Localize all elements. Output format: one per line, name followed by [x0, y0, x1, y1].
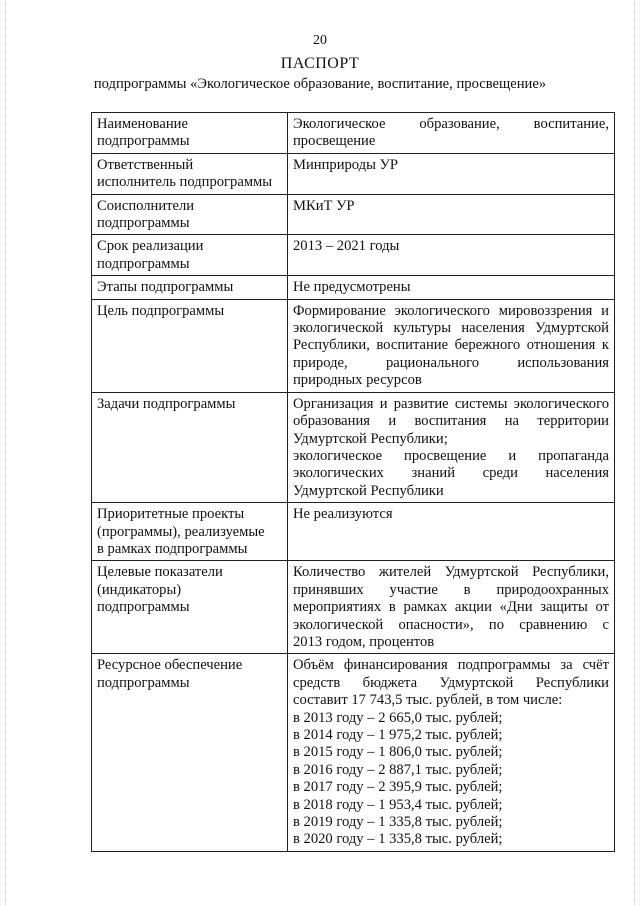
row-value-line: Минприроды УР: [293, 156, 399, 173]
row-value-line: Удмуртской Республики;: [293, 430, 448, 447]
row-value: [288, 153, 615, 194]
row-value-line: Экологическое образование, воспитание,: [293, 116, 609, 132]
passport-table: [91, 112, 615, 852]
row-value-line: экологической культуры населения Удмуртской: [293, 320, 609, 337]
row-value-line: Республики, воспитание бережного отношения к: [293, 337, 609, 354]
row-label-line: Срок реализации: [97, 238, 204, 255]
passport-row: [92, 276, 615, 299]
row-value-line: принявших участие в природоохранных: [293, 581, 609, 598]
row-value-line: средств бюджета Удмуртской Республики: [293, 674, 609, 691]
row-value-line: в 2017 году – 2 395,9 тыс. рублей;: [293, 779, 503, 796]
row-value: [288, 392, 615, 502]
row-value: [288, 561, 615, 654]
passport-row: [92, 194, 615, 235]
passport-row: [92, 503, 615, 561]
row-value-line: МКиТ УР: [293, 197, 355, 214]
row-value: [288, 503, 615, 561]
page-number: 20: [313, 33, 327, 48]
row-label-line: в рамках подпрограммы: [97, 540, 248, 557]
row-value-line: 2013 – 2021 годы: [293, 238, 400, 255]
row-value: [288, 113, 615, 154]
row-value-line: в 2016 году – 2 887,1 тыс. рублей;: [293, 761, 503, 778]
row-value-line: Не реализуются: [293, 506, 393, 523]
row-label-line: исполнитель подпрограммы: [97, 174, 273, 191]
row-value-line: Удмуртской Республики: [293, 482, 444, 499]
passport-row: [92, 392, 615, 502]
document-subtitle: подпрограммы «Экологическое образование, воспитание, просвещение»: [93, 76, 547, 92]
row-label-line: Задачи подпрограммы: [97, 395, 236, 412]
row-label: [92, 299, 288, 392]
document-title: ПАСПОРТ: [280, 55, 360, 72]
row-label-line: Наименование: [97, 116, 188, 132]
row-value-line: мероприятиях в рамках акции «Дни защиты от: [293, 599, 609, 616]
row-value-line: в 2015 году – 1 806,0 тыс. рублей;: [293, 744, 503, 761]
row-value-line: Не предусмотрены: [293, 279, 411, 296]
row-value-line: в 2018 году – 1 953,4 тыс. рублей;: [293, 796, 503, 813]
row-value: [288, 299, 615, 392]
row-value-line: Организация и развитие системы экологического: [293, 395, 609, 412]
row-label-line: Ресурсное обеспечение: [97, 657, 243, 674]
row-label-line: подпрограммы: [97, 215, 190, 232]
row-label-line: Этапы подпрограммы: [97, 279, 234, 296]
row-value-line: природе, рационального использования: [293, 354, 609, 371]
row-value-line: в 2020 году – 1 335,8 тыс. рублей;: [293, 831, 503, 848]
row-label: [92, 113, 288, 154]
row-value-line: Формирование экологического мировоззрения и: [293, 302, 609, 319]
row-label: [92, 276, 288, 299]
row-value-line: образования и воспитания на территории: [293, 413, 609, 430]
row-value-line: в 2013 году – 2 665,0 тыс. рублей;: [293, 709, 503, 726]
row-value-line: природных ресурсов: [293, 372, 422, 389]
row-value-line: экологических знаний среди населения: [293, 465, 609, 482]
row-label: [92, 235, 288, 276]
row-value-line: составит 17 743,5 тыс. рублей, в том числе:: [293, 692, 563, 709]
row-label-line: подпрограммы: [97, 133, 190, 150]
row-label-line: (индикаторы): [97, 581, 182, 598]
row-label: [92, 194, 288, 235]
row-value-line: просвещение: [293, 133, 376, 150]
passport-row: [92, 113, 615, 154]
row-value: [288, 235, 615, 276]
row-value-line: Объём финансирования подпрограммы за счёт: [293, 657, 609, 674]
row-label: [92, 392, 288, 502]
row-value-line: экологической опасности», по сравнению с: [293, 616, 609, 633]
row-value: [288, 194, 615, 235]
row-label-line: Ответственный: [97, 156, 194, 173]
row-label: [92, 153, 288, 194]
passport-row: [92, 299, 615, 392]
row-value-line: в 2014 году – 1 975,2 тыс. рублей;: [293, 727, 503, 743]
row-label-line: Цель подпрограммы: [97, 302, 225, 319]
row-value-line: в 2019 году – 1 335,8 тыс. рублей;: [293, 814, 503, 831]
passport-row: [92, 235, 615, 276]
row-label: [92, 503, 288, 561]
row-value: [288, 654, 615, 851]
passport-table-body: [92, 113, 615, 852]
row-label: [92, 654, 288, 851]
row-label-line: Целевые показатели: [97, 564, 223, 581]
row-value-line: 2013 годом, процентов: [293, 633, 435, 650]
row-label-line: подпрограммы: [97, 255, 190, 272]
row-label-line: Приоритетные проекты: [97, 506, 245, 523]
row-value-line: Количество жителей Удмуртской Республики,: [293, 564, 609, 581]
row-label-line: Соисполнители: [97, 197, 195, 214]
scan-edge-right: [634, 0, 636, 905]
passport-row: [92, 153, 615, 194]
passport-row: [92, 561, 615, 654]
passport-row: [92, 654, 615, 851]
row-label-line: подпрограммы: [97, 599, 190, 616]
row-value-line: экологическое просвещение и пропаганда: [293, 447, 609, 464]
row-value: [288, 276, 615, 299]
row-label-line: (программы), реализуемые: [97, 523, 265, 540]
scan-edge-left: [5, 0, 7, 905]
row-label: [92, 561, 288, 654]
row-label-line: подпрограммы: [97, 674, 190, 691]
